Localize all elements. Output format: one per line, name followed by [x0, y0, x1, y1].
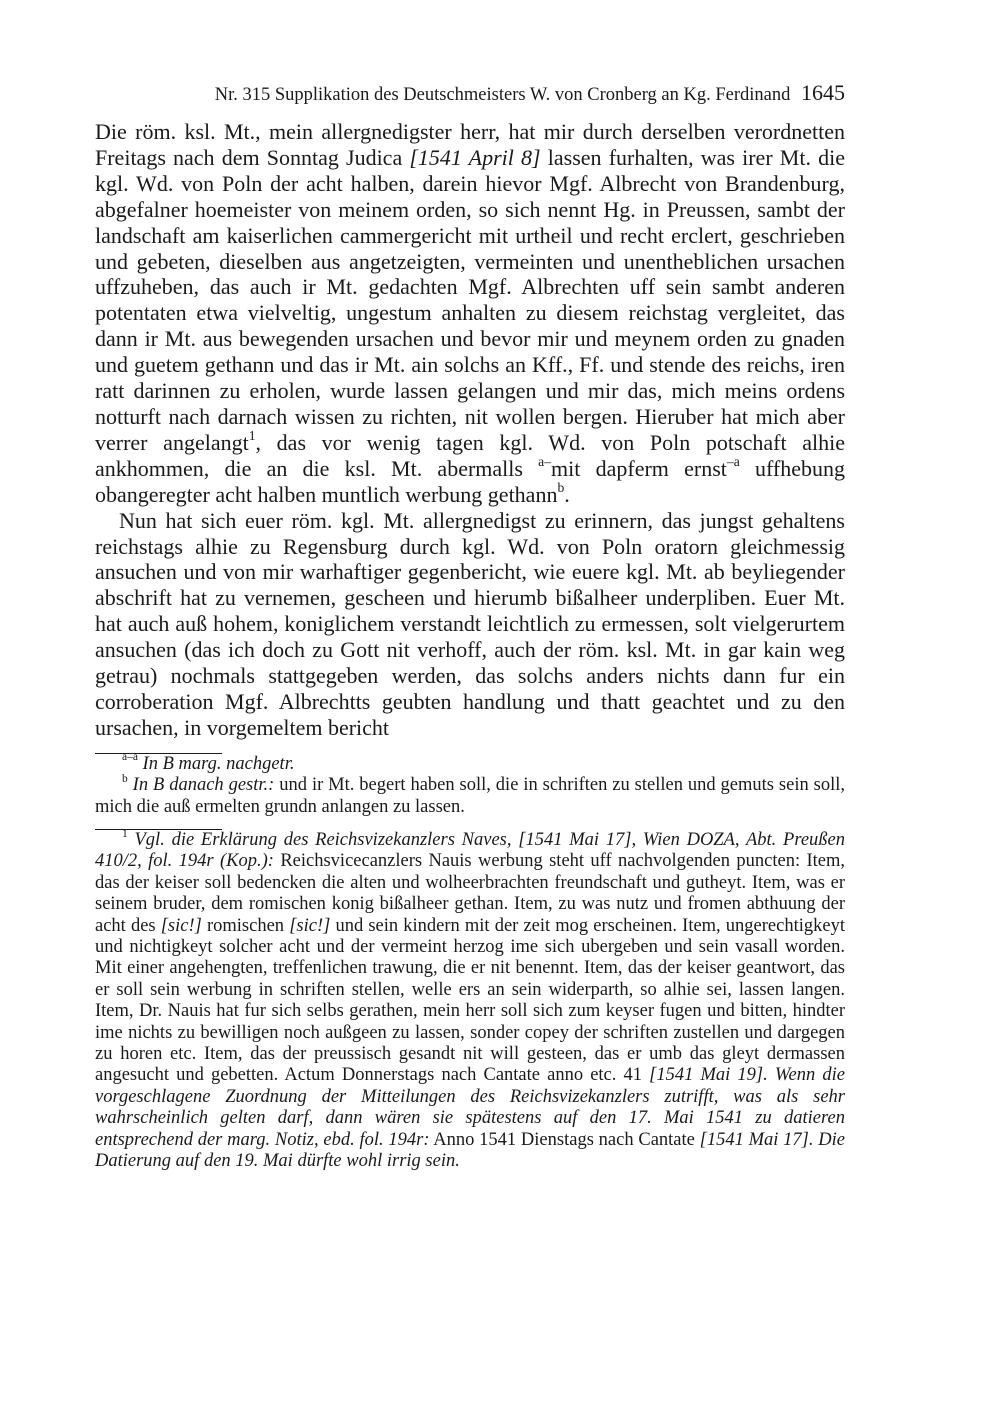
footnote-text: Reichsvicecanzlers Nauis werbung steht uff nachvolgenden puncten: Item, das der keiser soll bedencken die alten und wolheerbrachten freundschaft und gutheyt. Item, was er seinem bruder, dem romischen konig bißalheer gethan. Item, zu was nutz und fromen abthuung der acht des	[95, 851, 845, 936]
paragraph-2: Nun hat sich euer röm. kgl. Mt. allergnedigst zu erinnern, das jungst gehaltens reichstags alhie zu Regensburg durch kgl. Wd. von Poln oratorn gleichmessig ansuchen und von mir warhaftiger gegenbericht, wie euere kgl. Mt. ab beyliegender abschrift hat zu vernemen, gescheen und hierumb bißalheer underpliben. Euer Mt. hat auch auß hohem, koniglichem verstandt leichtlich zu ermessen, solt vielgerurtem ansuchen (das ich doch zu Gott nit verhoff, auch der röm. ksl. Mt. in gar kain weg getrau) nochmals stattgegeben werden, das solchs anders nichts dann fur ein corroberation Mgf. Albrechtts geubten handlung und thatt geachtet und zu den ursachen, in vorgemeltem bericht	[95, 507, 845, 740]
textnote-ref-a-open: a–	[538, 454, 552, 470]
running-header	[95, 78, 845, 108]
text-run: , das vor wenig tagen kgl. Wd. von Poln potschaft alhie ankhommen, die an die ksl. Mt. abermalls	[95, 429, 846, 481]
textnote-ref-a-close: –a	[726, 454, 740, 470]
page-number: 1645	[801, 80, 845, 105]
main-text	[95, 119, 845, 741]
footnote-ref-1: 1	[248, 428, 256, 444]
footnote-italic: Vgl. die Erklärung des Reichsvizekanzlers Naves, [1541 Mai 17], Wien DOZA, Abt. Preußen 410/2, fol. 194r (Kop.):	[95, 829, 846, 872]
textnote-italic: In B danach gestr.:	[132, 775, 275, 796]
text-run: uffhebung obangeregter acht halben muntlich werbung gethann	[95, 455, 846, 507]
footnote-text: Anno 1541 Dienstags nach Cantate	[429, 1129, 700, 1150]
text-run: .	[564, 481, 570, 507]
textnote-b	[95, 772, 845, 818]
textnote-a	[95, 751, 845, 775]
textnote-mark: b	[122, 772, 128, 785]
running-title: Nr. 315 Supplikation des Deutschmeisters W. von Cronberg an Kg. Ferdinand	[214, 85, 791, 105]
textnote-text: In B marg. nachgetr.	[142, 753, 295, 774]
document-page	[95, 78, 845, 1172]
textnote-text: und ir Mt. begert haben soll, die in schriften zu stellen und gemuts sein soll, mich die auß ermelten grundn anlangen zu lassen.	[95, 775, 845, 817]
footnote-mark: 1	[122, 827, 128, 840]
textnote-ref-b: b	[557, 480, 565, 495]
footnote-text: und sein kindern mit der zeit mog erscheinen. Item, ungerechtigkeyt und nichtigkeyt solcher acht und der vermeint herzog ime sich ubergeben und sein vasall worden. Mit einer angehengten, treffenlichen trawung, die er nit benennt. Item, das der keiser geantwort, das er soll sein werbung in schriften stellen, welle ers an sein widerparth, so alhie sei, lassen langen. Item, Dr. Nauis hat fur sich selbs gerathen, mein herr soll sich zum keyser fugen und bitten, hindter ime nichts zu bewilligen noch außgeen zu lassen, sonder copey der schriften zustellen und dargegen zu horen etc. Item, das der preussisch gesandt nit will gesteen, das er umb das gleyt dermassen angesucht und gebetten. Actum Donnerstags nach Cantate anno etc. 41	[95, 915, 845, 1086]
footnote-italic: [sic!]	[160, 915, 202, 936]
footnote-italic: [1541 Mai 17]. Die Datierung auf den 19. Mai dürfte wohl irrig sein.	[95, 1129, 845, 1172]
editorial-date: [1541 April 8]	[409, 144, 541, 170]
footnote-1	[95, 827, 846, 1173]
footnote-italic: [sic!]	[289, 915, 331, 936]
text-run: Die röm. ksl. Mt., mein allergnedigster herr, hat mir durch derselben verordnetten Freitags nach dem Sonntag Judica	[95, 119, 845, 170]
textnotes	[95, 751, 845, 818]
paragraph-1	[95, 119, 845, 508]
text-run: lassen furhalten, was irer Mt. die kgl. Wd. von Poln der acht halben, darein hievor Mgf. Albrecht von Brandenburg, abgefalner hoemeister von meinem orden, so sich nennt Hg. in Preussen, sambt der landschaft am kaiserlichen cammergericht mit urtheil und recht erclert, geschrieben und gebeten, dieselben aus angetzeigten, vermeinten und unentheblichen ursachen uffzuheben, das auch ir Mt. gedachten Mgf. Albrechten uff sein sambt anderen potentaten etwa vielveltig, ungestum anhalten zu diesem reichstag vergleitet, das dann ir Mt. aus bewegenden ursachen und bevor mir und meynem orden zu gnaden und guetem gethann und das ir Mt. ain solchs an Kff., Ff. und stende des reichs, iren ratt darinnen zu erholen, wurde lassen gelangen und mir das, mich meins ordens notturft nach darnach wissen zu richten, nit wollen bergen. Hieruber hat mich aber verrer angelangt	[95, 144, 845, 455]
textnote-mark: a–a	[122, 751, 138, 764]
text-run: mit dapferm ernst	[551, 455, 727, 481]
footnote-italic: [1541 Mai 19]. Wenn die vorgeschlagene Zuordnung der Mitteilungen des Reichsvizekanzlers zutrifft, was als sehr wahrscheinlich gelten darf, dann wären sie spätestens auf den 17. Mai 1541 zu datieren entsprechend der marg. Notiz, ebd. fol. 194r:	[95, 1065, 845, 1150]
footnote-text: romischen	[201, 915, 290, 936]
footnotes	[95, 827, 846, 1173]
